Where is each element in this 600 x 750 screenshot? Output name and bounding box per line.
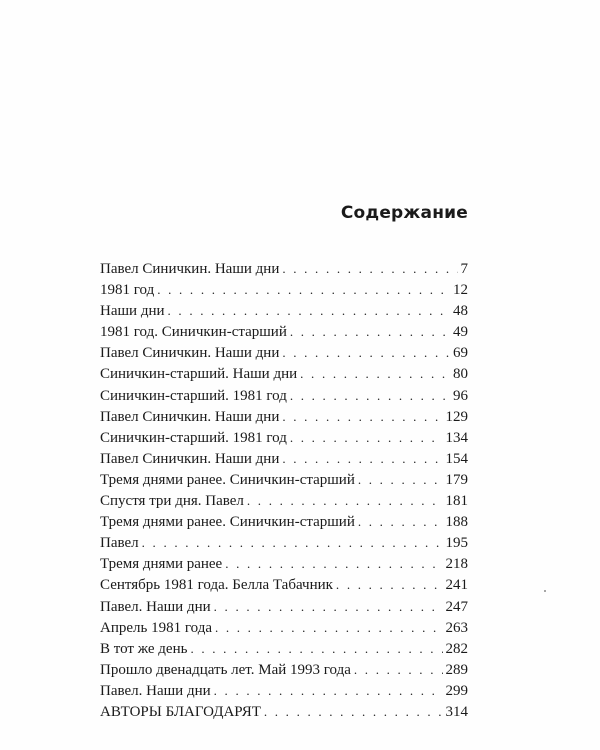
toc-entry-title: Павел Синичкин. Наши дни bbox=[100, 345, 280, 362]
toc-entry-page: 289 bbox=[445, 661, 468, 678]
toc-entry bbox=[100, 427, 468, 448]
toc-entry bbox=[100, 300, 468, 321]
toc-entry bbox=[100, 532, 468, 553]
toc-entry bbox=[100, 279, 468, 300]
toc-entry bbox=[100, 701, 468, 722]
toc-entry-title: Павел Синичкин. Наши дни bbox=[100, 261, 280, 277]
toc-entry bbox=[100, 638, 468, 659]
toc-entry-page: 263 bbox=[445, 619, 468, 636]
toc-entry-title: 1981 год. Синичкин-старший bbox=[100, 324, 287, 341]
toc-entry-title: 1981 год bbox=[100, 282, 155, 299]
dot-leader bbox=[168, 300, 450, 321]
toc-entry-page: 188 bbox=[445, 514, 468, 531]
toc-entry bbox=[100, 406, 468, 427]
toc-entry bbox=[100, 448, 468, 469]
dot-leader bbox=[142, 532, 443, 553]
toc-entry-page: 195 bbox=[445, 535, 468, 552]
toc-entry bbox=[100, 385, 468, 406]
toc-entry-page: 282 bbox=[445, 640, 468, 657]
dot-leader bbox=[290, 385, 450, 406]
dot-leader bbox=[290, 321, 450, 342]
toc-entry-title: Синичкин-старший. Наши дни bbox=[100, 366, 298, 383]
toc-entry-page: 134 bbox=[445, 429, 468, 446]
toc-entry-page: 218 bbox=[445, 556, 468, 573]
toc-entry bbox=[100, 469, 468, 490]
dot-leader bbox=[358, 469, 443, 490]
toc-entry bbox=[100, 617, 468, 638]
toc-entry-title: Синичкин-старший. 1981 год bbox=[100, 429, 287, 446]
dot-leader bbox=[336, 574, 443, 595]
dot-leader bbox=[290, 427, 443, 448]
dot-leader bbox=[190, 638, 442, 659]
toc-entry-page: 154 bbox=[445, 450, 468, 467]
toc-entry-page: 299 bbox=[445, 682, 468, 699]
toc-entry-page: 247 bbox=[445, 598, 468, 615]
dot-leader bbox=[264, 701, 443, 722]
toc-entry bbox=[100, 553, 468, 574]
page-title: Содержание bbox=[340, 203, 468, 223]
toc-entry-title: Павел. Наши дни bbox=[100, 598, 211, 615]
toc-entry-title: Сентябрь 1981 года. Белла Табачник bbox=[100, 577, 333, 594]
toc-entry-page: 80 bbox=[453, 366, 468, 383]
toc-entry-title: Тремя днями ранее bbox=[100, 556, 223, 573]
toc-entry-title: Павел. Наши дни bbox=[100, 682, 211, 699]
table-of-contents bbox=[100, 258, 468, 722]
toc-entry bbox=[100, 321, 468, 342]
dot-leader bbox=[300, 363, 450, 384]
toc-entry-page: 49 bbox=[453, 324, 468, 341]
toc-entry-page: 181 bbox=[445, 493, 468, 510]
toc-entry-page: 7 bbox=[460, 261, 468, 277]
toc-entry-title: Павел bbox=[100, 535, 139, 552]
dot-leader bbox=[282, 258, 457, 279]
print-speck bbox=[544, 590, 546, 592]
toc-entry-title: В тот же день bbox=[100, 640, 188, 657]
toc-entry bbox=[100, 511, 468, 532]
toc-entry-page: 69 bbox=[453, 345, 468, 362]
toc-entry bbox=[100, 490, 468, 511]
toc-entry-page: 129 bbox=[445, 408, 468, 425]
toc-entry-page: 241 bbox=[445, 577, 468, 594]
toc-entry bbox=[100, 342, 468, 363]
toc-entry-title: Наши дни bbox=[100, 303, 165, 320]
dot-leader bbox=[225, 553, 442, 574]
toc-entry-page: 96 bbox=[453, 387, 468, 404]
toc-entry-title: Тремя днями ранее. Синичкин-старший bbox=[100, 514, 355, 531]
toc-entry-page: 12 bbox=[453, 282, 468, 299]
dot-leader bbox=[214, 596, 443, 617]
toc-entry-title: Апрель 1981 года bbox=[100, 619, 212, 636]
dot-leader bbox=[247, 490, 443, 511]
toc-entry-page: 48 bbox=[453, 303, 468, 320]
toc-entry-title: Спустя три дня. Павел bbox=[100, 493, 244, 510]
toc-entry-title: АВТОРЫ БЛАГОДАРЯТ bbox=[100, 703, 261, 720]
toc-entry bbox=[100, 258, 468, 279]
toc-entry-title: Прошло двенадцать лет. Май 1993 года bbox=[100, 661, 351, 678]
toc-entry-page: 314 bbox=[445, 703, 468, 720]
toc-entry bbox=[100, 680, 468, 701]
toc-entry bbox=[100, 363, 468, 384]
toc-entry bbox=[100, 659, 468, 680]
toc-entry-title: Павел Синичкин. Наши дни bbox=[100, 408, 280, 425]
dot-leader bbox=[214, 680, 443, 701]
dot-leader bbox=[282, 406, 442, 427]
dot-leader bbox=[157, 279, 450, 300]
dot-leader bbox=[354, 659, 443, 680]
dot-leader bbox=[282, 448, 442, 469]
toc-entry-title: Тремя днями ранее. Синичкин-старший bbox=[100, 471, 355, 488]
dot-leader bbox=[215, 617, 443, 638]
toc-entry bbox=[100, 596, 468, 617]
dot-leader bbox=[282, 342, 450, 363]
toc-entry-title: Павел Синичкин. Наши дни bbox=[100, 450, 280, 467]
toc-entry-title: Синичкин-старший. 1981 год bbox=[100, 387, 287, 404]
dot-leader bbox=[358, 511, 443, 532]
toc-entry-page: 179 bbox=[445, 471, 468, 488]
toc-entry bbox=[100, 574, 468, 595]
